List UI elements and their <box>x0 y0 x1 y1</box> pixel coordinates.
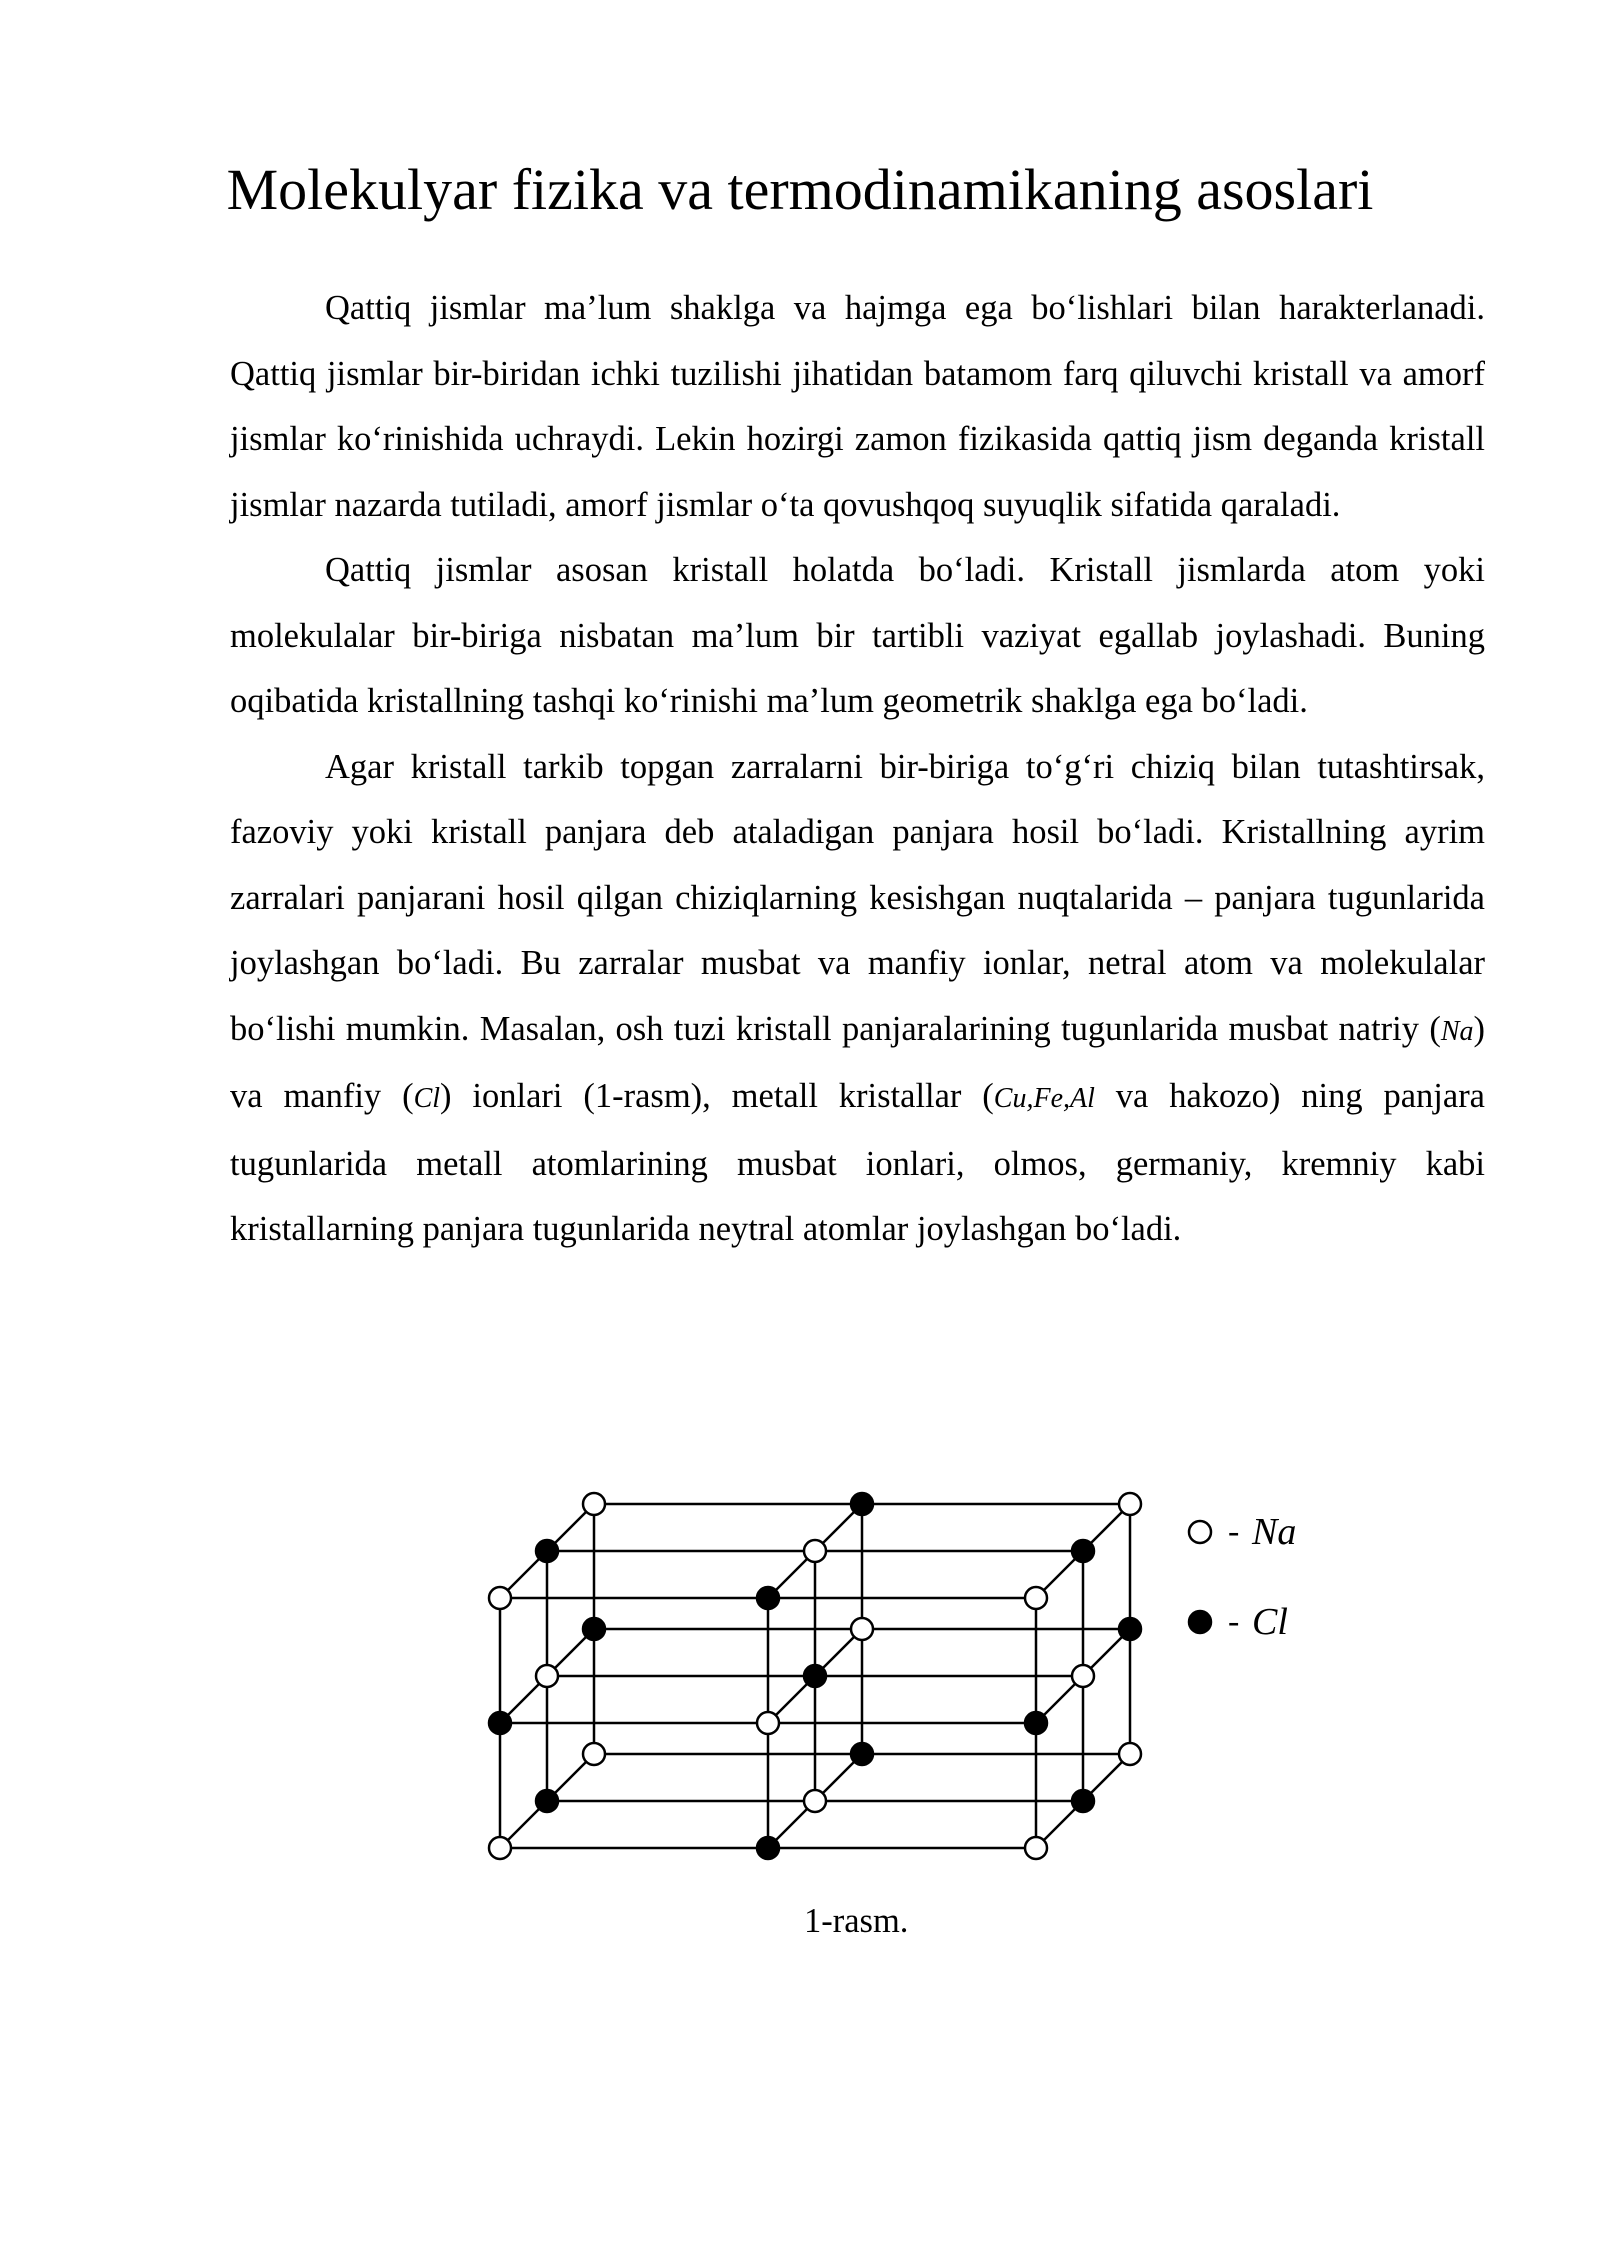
metals-symbols: Cu,Fe,Al <box>993 1083 1095 1114</box>
na-ion-node <box>1119 1493 1141 1515</box>
cl-ion-node <box>1072 1540 1094 1562</box>
na-ion-node <box>1025 1837 1047 1859</box>
nacl-crystal-lattice-figure <box>470 1460 1330 1880</box>
na-ion-node <box>536 1665 558 1687</box>
na-ion-node <box>757 1712 779 1734</box>
body-text <box>230 276 1485 1263</box>
na-ion-node <box>489 1587 511 1609</box>
figure-caption: 1-rasm. <box>804 1902 909 1940</box>
paragraph-3-part-d: va hakozo) ning panjara tugunlarida metall atomlarining musbat ionlari, olmos, germaniy, kremniy kabi kristallarning panjara tugunlarida neytral atomlar joylashgan bo‘ladi. <box>230 1077 1485 1248</box>
na-ion-node <box>1025 1587 1047 1609</box>
na-ion-node <box>583 1493 605 1515</box>
legend-cl-dash: - <box>1228 1603 1240 1640</box>
na-symbol: Na <box>1440 1015 1474 1047</box>
paragraph-2: Qattiq jismlar asosan kristall holatda bo‘ladi. Kristall jismlarda atom yoki molekulalar bir-biriga nisbatan ma’lum bir tartibli vaziyat egallab joylashadi. Buning oqibatida kristallning tashqi ko‘rinishi ma’lum geometrik shaklga ega bo‘ladi. <box>230 551 1485 720</box>
paragraph-1: Qattiq jismlar ma’lum shaklga va hajmga ega bo‘lishlari bilan harakterlanadi. Qattiq jismlar bir-biridan ichki tuzilishi jihatidan batamom farq qiluvchi kristall va amorf jismlar ko‘rinishida uchraydi. Lekin hozirgi zamon fizikasida qattiq jism deganda kristall jismlar nazarda tutiladi, amorf jismlar o‘ta qovushqoq suyuqlik sifatida qaraladi. <box>230 289 1485 524</box>
na-ion-node <box>804 1540 826 1562</box>
cl-ion-node <box>757 1587 779 1609</box>
cl-ion-node <box>1119 1618 1141 1640</box>
cl-ion-node <box>851 1743 873 1765</box>
cl-ion-node <box>489 1712 511 1734</box>
legend-cl-label: Cl <box>1252 1601 1288 1643</box>
cl-ion-node <box>804 1665 826 1687</box>
paragraph-3-part-c: ) ionlari (1-rasm), metall kristallar ( <box>440 1077 994 1115</box>
legend <box>1189 1511 1296 1643</box>
cl-ion-node <box>851 1493 873 1515</box>
cl-ion-node <box>1072 1790 1094 1812</box>
legend-na-dash: - <box>1228 1513 1240 1550</box>
legend-na-marker <box>1189 1521 1211 1543</box>
cl-ion-node <box>536 1790 558 1812</box>
paragraph-3 <box>230 735 1485 1263</box>
legend-cl-marker <box>1189 1611 1211 1633</box>
cl-ion-node <box>536 1540 558 1562</box>
paragraph-3-part-b: ) va manfiy ( <box>230 1009 1485 1115</box>
na-ion-node <box>851 1618 873 1640</box>
na-ion-node <box>583 1743 605 1765</box>
na-ion-node <box>804 1790 826 1812</box>
na-ion-node <box>489 1837 511 1859</box>
paragraph-3-part-a: Agar kristall tarkib topgan zarralarni bir-biriga to‘g‘ri chiziq bilan tutashtirsak, fazoviy yoki kristall panjara deb ataladigan panjara hosil bo‘ladi. Kristallning ayrim zarralari panjarani hosil qilgan chiziqlarning kesishgan nuqtalarida – panjara tugunlarida joylashgan bo‘ladi. Bu zarralar musbat va manfiy ionlar, netral atom va molekulalar bo‘lishi mumkin. Masalan, osh tuzi kristall panjaralarining tugunlarida musbat natriy ( <box>230 747 1485 1048</box>
na-ion-node <box>1072 1665 1094 1687</box>
cl-symbol: Cl <box>413 1083 441 1114</box>
cl-ion-node <box>757 1837 779 1859</box>
na-ion-node <box>1119 1743 1141 1765</box>
legend-na-label: Na <box>1252 1511 1297 1553</box>
cl-ion-node <box>583 1618 605 1640</box>
page-title: Molekulyar fizika va termodinamikaning asoslari <box>226 157 1374 222</box>
cl-ion-node <box>1025 1712 1047 1734</box>
